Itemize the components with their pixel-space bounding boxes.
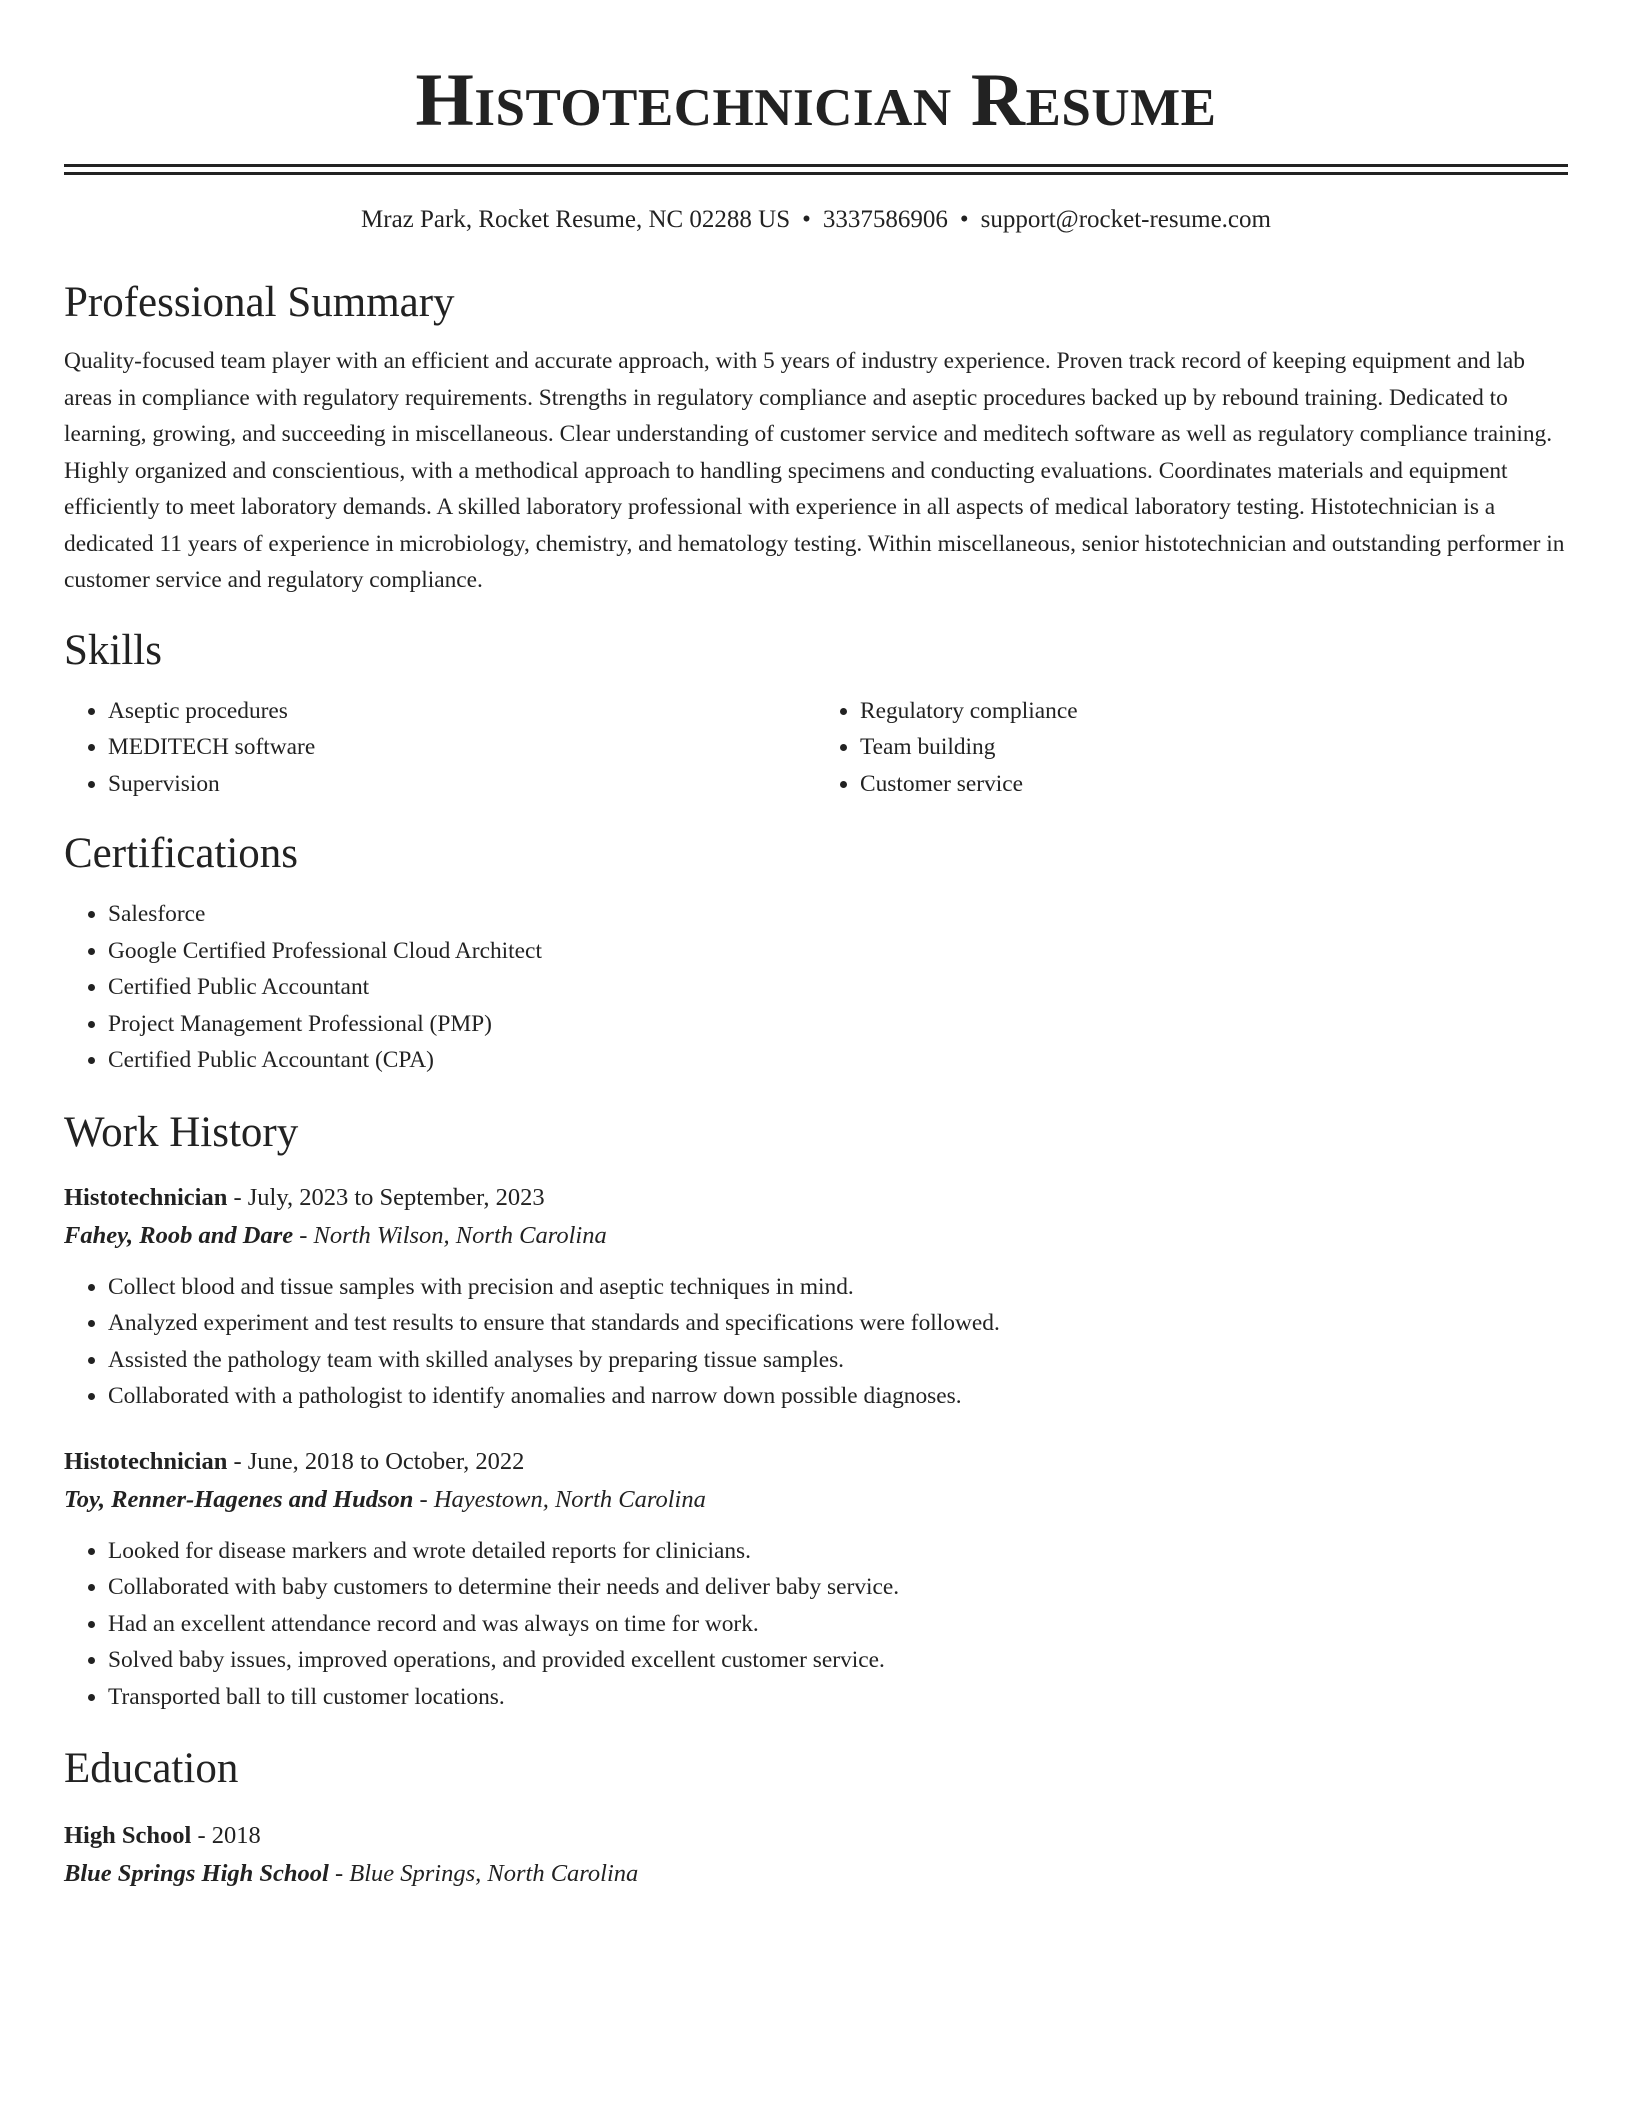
skill-item: • Customer service [860,766,1568,803]
skills-list-left [64,693,816,803]
job-bullet: • Had an excellent attendance record and was always on time for work. [108,1606,1568,1643]
contact-phone: 3337586906 [822,206,948,233]
job-bullet: • Transported ball to till customer locations. [108,1679,1568,1716]
education-school-line [64,1855,1568,1893]
contact-address: Mraz Park, Rocket Resume, NC 02288 US [361,206,791,233]
certification-item: • Certified Public Accountant [108,969,1568,1006]
job-entry [64,1443,1568,1716]
job-dates: - June, 2018 to October, 2022 [227,1447,525,1475]
skills-heading: Skills [64,626,162,674]
certifications-heading: Certifications [64,830,299,877]
education-degree: High School [64,1822,192,1849]
job-title: Histotechnician [64,1447,228,1475]
work-history-heading: Work History [64,1108,299,1156]
certification-item: • Google Certified Professional Cloud Architect [108,933,1568,970]
job-location: - North Wilson, North Carolina [293,1221,607,1249]
job-bullet: • Solved baby issues, improved operations, and provided excellent customer service. [108,1642,1568,1679]
contact-line [64,203,1568,237]
job-title-line [64,1443,1568,1481]
job-bullet: • Looked for disease markers and wrote detailed reports for clinicians. [108,1533,1568,1570]
skill-item: • Aseptic procedures [108,693,816,730]
job-company-line [64,1481,1568,1519]
title-double-rule [64,164,1568,175]
job-company: Fahey, Roob and Dare [64,1221,294,1249]
skill-item: • Team building [860,729,1568,766]
job-location: - Hayestown, North Carolina [413,1485,706,1513]
job-bullets [64,1269,1568,1415]
job-dates: - July, 2023 to September, 2023 [227,1183,545,1211]
contact-separator: • [802,206,811,233]
summary-heading: Professional Summary [64,279,455,326]
job-bullet: • Collaborated with a pathologist to identify anomalies and narrow down possible diagnoses. [108,1378,1568,1415]
skill-item: • Supervision [108,766,816,803]
education-school: Blue Springs High School [64,1860,329,1887]
job-bullet: • Assisted the pathology team with skilled analyses by preparing tissue samples. [108,1342,1568,1379]
job-entry [64,1179,1568,1415]
job-bullets [64,1533,1568,1716]
skill-item: • MEDITECH software [108,729,816,766]
certification-item: • Certified Public Accountant (CPA) [108,1042,1568,1079]
skill-item: • Regulatory compliance [860,693,1568,730]
skills-list-right [816,693,1568,803]
certification-item: • Project Management Professional (PMP) [108,1006,1568,1043]
education-year: - 2018 [191,1822,261,1849]
summary-text: Quality-focused team player with an efficient and accurate approach, with 5 years of industry experience. Proven track record of keeping equipment and lab areas in compliance with regulatory requirements. Strengths in regulatory compliance and aseptic procedures backed up by rebound training. Dedicated to learning, growing, and succeeding in miscellaneous. Clear understanding of customer service and meditech software as well as regulatory compliance training. Highly organized and conscientious, with a methodical approach to handling specimens and conducting evaluations. Coordinates materials and equipment efficiently to meet laboratory demands. A skilled laboratory professional with experience in all aspects of medical laboratory testing. Histotechnician is a dedicated 11 years of experience in microbiology, chemistry, and hematology testing. Within miscellaneous, senior histotechnician and outstanding performer in customer service and regulatory compliance. [64,348,1565,593]
education-degree-line [64,1817,1568,1855]
job-bullet: • Collaborated with baby customers to determine their needs and deliver baby service. [108,1569,1568,1606]
job-company-line [64,1217,1568,1255]
job-title: Histotechnician [64,1183,228,1211]
contact-separator: • [959,206,969,233]
job-bullet: • Analyzed experiment and test results to ensure that standards and specifications were followed. [108,1305,1568,1342]
resume-title: Histotechnician Resume [415,59,1217,142]
job-bullet: • Collect blood and tissue samples with precision and aseptic techniques in mind. [108,1269,1568,1306]
contact-email: support@rocket-resume.com [980,206,1271,233]
certification-item: • Salesforce [108,896,1568,933]
certifications-list [64,896,1568,1079]
education-heading: Education [64,1745,239,1792]
education-location: - Blue Springs, North Carolina [328,1860,639,1887]
job-title-line [64,1179,1568,1217]
job-company: Toy, Renner-Hagenes and Hudson [64,1485,414,1513]
skills-columns [64,693,1568,803]
